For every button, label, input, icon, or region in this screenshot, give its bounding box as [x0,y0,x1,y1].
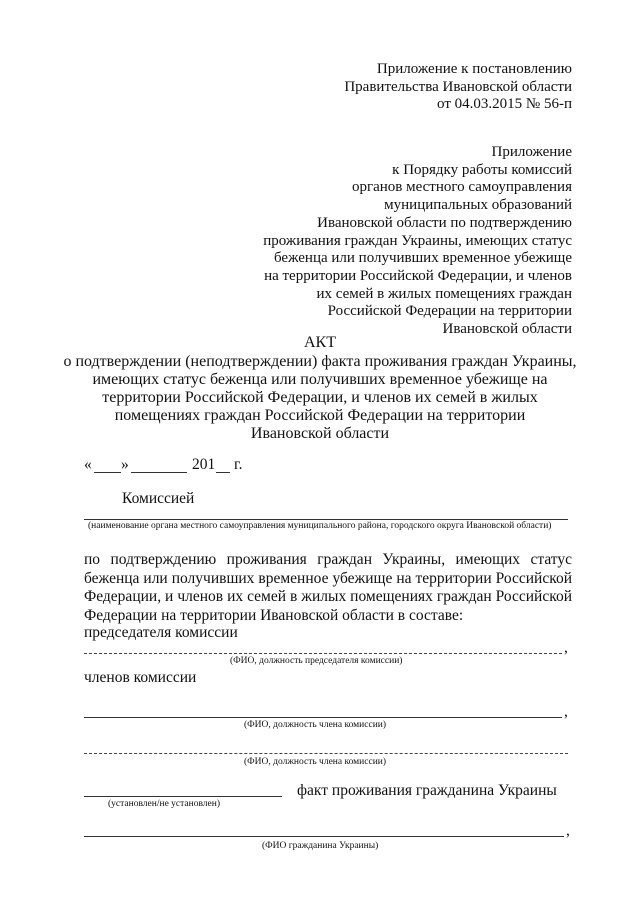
year-prefix: 201 [192,456,216,473]
appendix-line: муниципальных образований [384,197,572,214]
header-line: Правительства Ивановской области [344,78,572,95]
citizen-comma: , [566,822,570,839]
act-heading: АКТ [304,334,336,351]
commission-caption: (наименование органа местного самоуправления муниципального района, городского округа Ивановской области) [88,521,552,531]
fact-status-blank[interactable] [84,796,282,797]
appendix-line: Ивановской области [442,321,572,338]
appendix-line: Российской Федерации на территории [327,303,572,320]
day-blank[interactable] [94,472,121,473]
year-suffix: г. [234,456,243,473]
chairman-caption: (ФИО, должность председателя комиссии) [230,656,403,666]
month-blank[interactable] [131,472,187,473]
body-line: Федерации на территории Ивановской области в составе: [84,606,464,624]
year-blank[interactable] [216,472,230,473]
members-label: членов комиссии [84,669,197,686]
appendix-line: Приложение [491,144,572,160]
resolution-appendix-header [344,61,572,114]
date-open-quote: « [84,456,92,473]
appendix-line: проживания граждан Украины, имеющих статус [263,232,572,249]
procedure-appendix-header [263,144,572,339]
member-caption-2: (ФИО, должность члена комиссии) [244,757,387,767]
chairman-blank[interactable] [84,653,562,654]
date-close-quote: » [121,456,129,473]
citizen-name-blank[interactable] [84,836,564,837]
body-line: беженца или получивших временное убежище на территории Российской [84,569,572,587]
body-paragraph [84,551,572,625]
fact-caption: (установлен/не установлен) [108,799,221,809]
member-blank-2[interactable] [84,753,568,754]
body-line: Федерации, и членов их семей в жилых помещениях граждан Российской [84,588,572,606]
header-line: Приложение к постановлению [376,61,572,77]
member-blank-1[interactable] [84,717,562,718]
fact-text: факт проживания гражданина Украины [297,782,557,799]
act-title-line: Ивановской области [250,425,390,442]
act-title [60,334,580,443]
commission-name-blank[interactable] [84,519,568,520]
appendix-line: их семей в жилых помещениях граждан [316,285,572,302]
member-caption-1: (ФИО, должность члена комиссии) [244,720,387,730]
member-comma: , [564,703,568,720]
body-line: по подтверждению проживания граждан Украины, имеющих статус [84,551,572,568]
appendix-line: органов местного самоуправления [351,179,572,196]
appendix-line: на территории Российской Федерации, и членов [264,267,572,284]
act-title-line: территории Российской Федерации, и членов их семей в жилых [102,389,538,406]
appendix-line: беженца или получивших временное убежище [274,250,572,267]
act-title-line: о подтверждении (неподтверждении) факта проживания граждан Украины, [63,353,577,370]
appendix-line: Ивановской области по подтверждению [317,214,572,231]
act-title-line: помещениях граждан Российской Федерации на территории [114,407,526,424]
commission-label: Комиссией [122,490,195,507]
citizen-caption: (ФИО гражданина Украины) [262,841,379,851]
chairman-comma: , [564,639,568,656]
header-line: от 04.03.2015 № 56-п [437,96,572,113]
chairman-label: председателя комиссии [84,624,238,641]
appendix-line: к Порядку работы комиссий [392,161,572,178]
act-title-line: имеющих статус беженца или получивших временное убежище на [92,371,548,388]
